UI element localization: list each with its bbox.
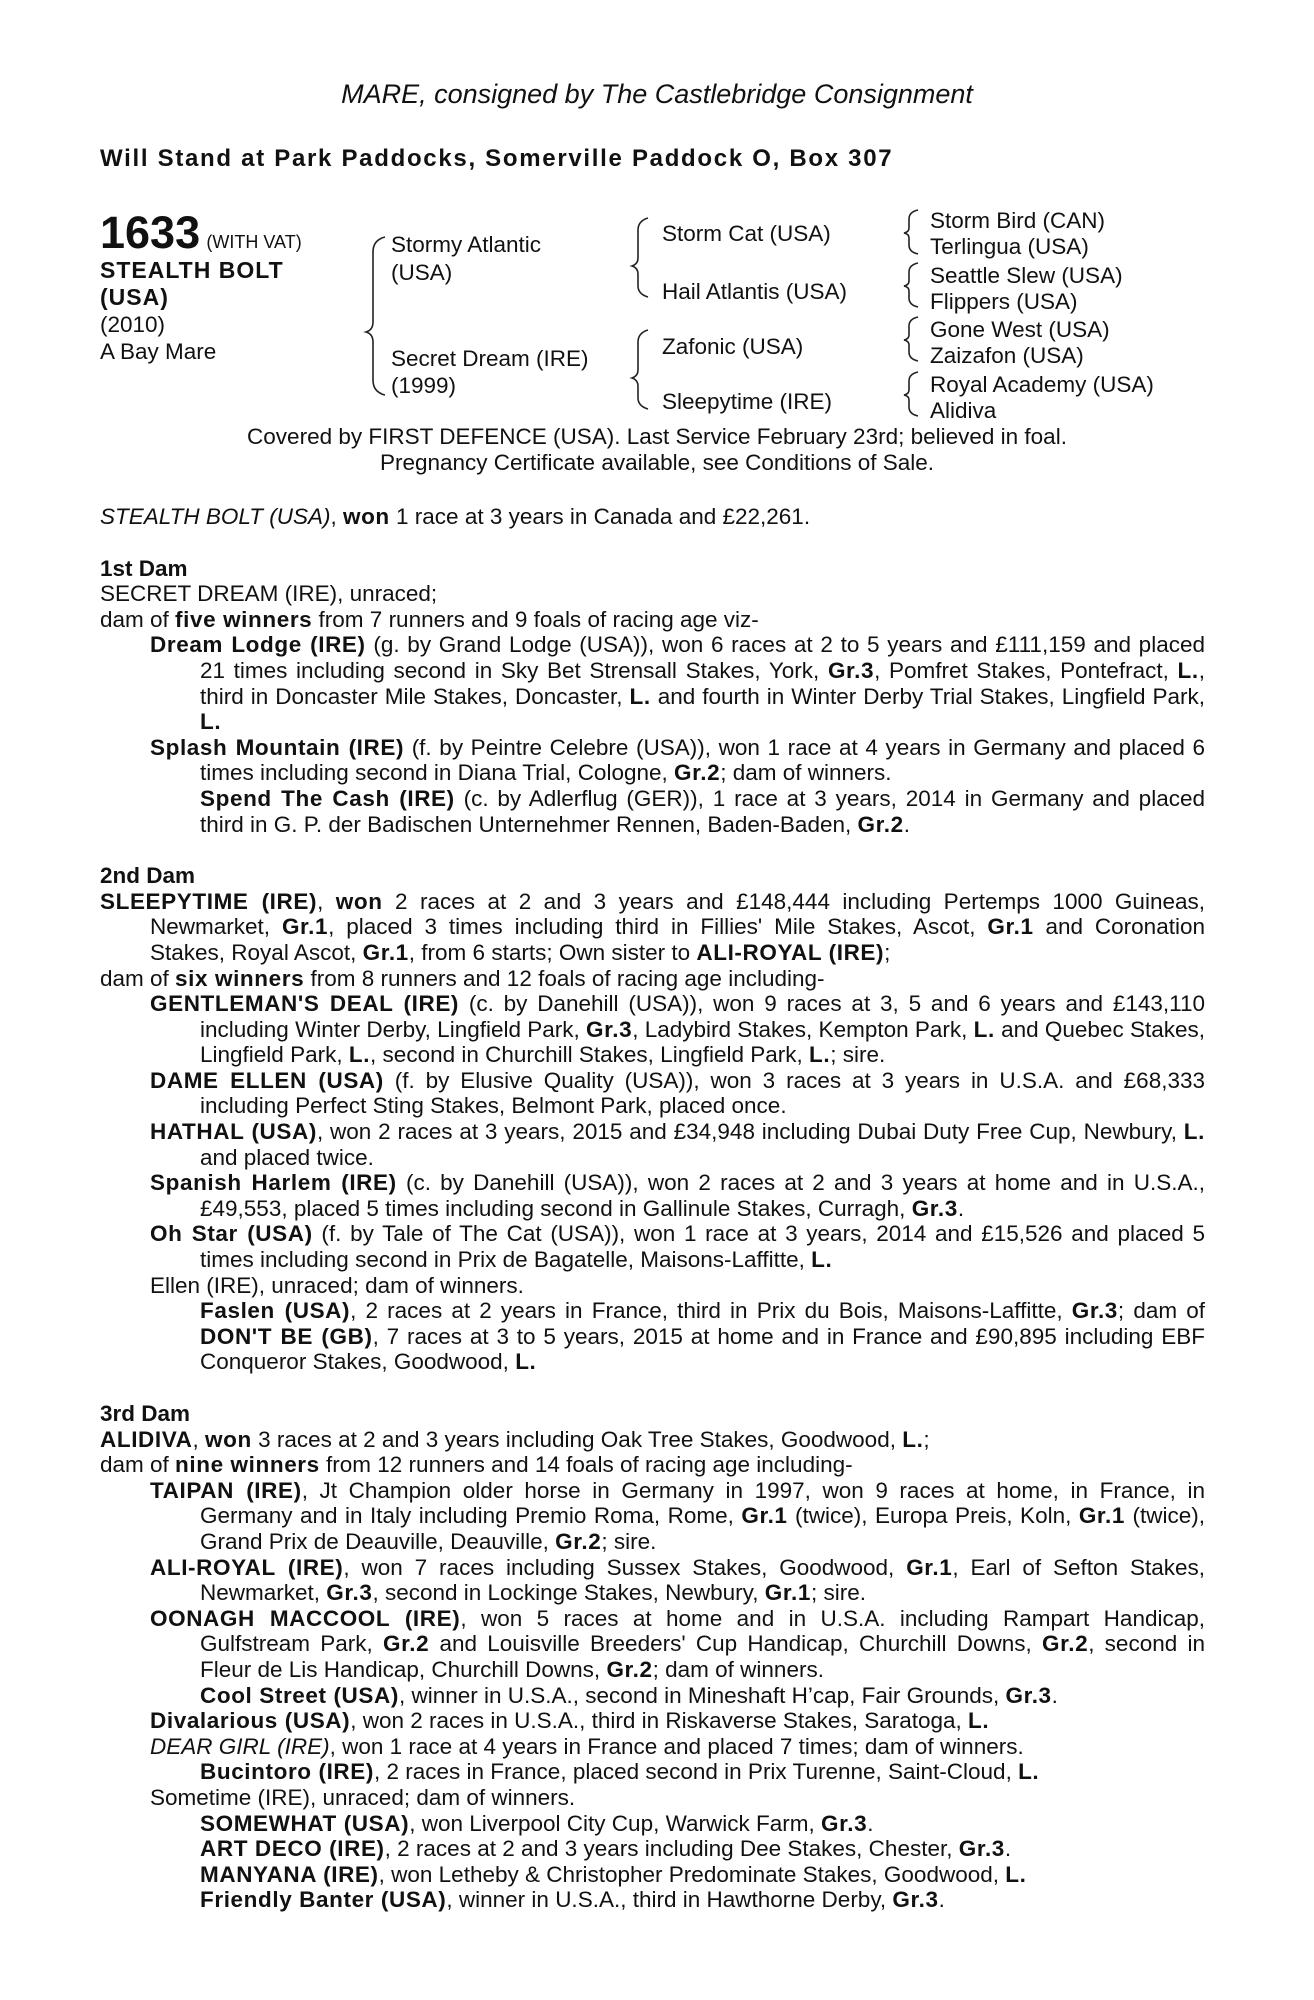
grandchild-entry: Cool Street (USA), winner in U.S.A., second in Mineshaft H’cap, Fair Grounds, Gr.3. bbox=[200, 1682, 1058, 1708]
first-dam-section bbox=[100, 556, 1205, 838]
grandchild-entry: Friendly Banter (USA), winner in U.S.A., third in Hawthorne Derby, Gr.3. bbox=[200, 1887, 945, 1913]
third-dam-section bbox=[100, 1401, 1205, 1913]
grandchild-entry: SOMEWHAT (USA), won Liverpool City Cup, Warwick Farm, Gr.3. bbox=[200, 1810, 874, 1836]
second-dam-produce-summary: dam of six winners from 8 runners and 12 foals of racing age including- bbox=[100, 965, 825, 991]
second-dam-heading: 2nd Dam bbox=[100, 863, 196, 889]
first-dam-heading: 1st Dam bbox=[100, 555, 188, 581]
grandchild-entry: Faslen (USA), 2 races at 2 years in France, third in Prix du Bois, Maisons-Laffitte, Gr.3; dam of DON'T BE (GB), 7 races at 3 to 5 years, 2015 at home and in France and £90,895 including EBF Conqueror Stakes, Goodwood, L. bbox=[200, 1298, 1205, 1375]
dd-sire: Royal Academy (USA) bbox=[930, 372, 1154, 397]
produce-entry: Spanish Harlem (IRE) (c. by Danehill (USA)), won 2 races at 2 and 3 years at home and in U.S.A., £49,553, placed 5 times including second in Gallinule Stakes, Curragh, Gr.3. bbox=[150, 1170, 1205, 1221]
ss-sire: Storm Bird (CAN) bbox=[930, 208, 1106, 233]
sire-sire: Storm Cat (USA) bbox=[662, 221, 831, 246]
ss-dam: Terlingua (USA) bbox=[930, 234, 1089, 259]
second-dam-section bbox=[100, 863, 1205, 1375]
grandchild-entry: MANYANA (IRE), won Letheby & Christopher Predominate Stakes, Goodwood, L. bbox=[200, 1861, 1027, 1887]
ds-dam: Zaizafon (USA) bbox=[930, 343, 1084, 368]
sire-dam: Hail Atlantis (USA) bbox=[662, 279, 848, 304]
first-dam-intro: SECRET DREAM (IRE), unraced; bbox=[100, 581, 438, 607]
consignor-title: MARE, consigned by The Castlebridge Consignment bbox=[341, 79, 973, 109]
ds-sire: Gone West (USA) bbox=[930, 317, 1110, 342]
foaling-year: (2010) bbox=[100, 312, 166, 337]
grandchild-entry: ART DECO (IRE), 2 races at 2 and 3 years including Dee Stakes, Chester, Gr.3. bbox=[200, 1836, 1012, 1862]
grandchild-entry: Spend The Cash (IRE) (c. by Adlerflug (GER)), 1 race at 3 years, 2014 in Germany and placed third in G. P. der Badischen Unternehmer Rennen, Baden-Baden, Gr.2. bbox=[200, 785, 1205, 837]
produce-entry: Dream Lodge (IRE) (g. by Grand Lodge (USA)), won 6 races at 2 to 5 years and £111,159 and placed 21 times including second in Sky Bet Strensall Stakes, York, Gr.3, Pomfret Stakes, Pontefract, L., third in Doncaster Mile Stakes, Doncaster, L. and fourth in Winter Derby Trial Stakes, Lingfield Park, L. bbox=[150, 632, 1206, 735]
produce-entry: DEAR GIRL (IRE), won 1 race at 4 years in France and placed 7 times; dam of winners. bbox=[150, 1733, 1024, 1759]
second-dam-record: SLEEPYTIME (IRE), won 2 races at 2 and 3 years and £148,444 including Pertemps 1000 Guineas, Newmarket, Gr.1, placed 3 times including third in Fillies' Mile Stakes, Ascot, Gr.1 and Coronation Stakes, Royal Ascot, Gr.1, from 6 starts; Own sister to ALI-ROYAL (IRE); bbox=[100, 888, 1205, 965]
produce-entry: DAME ELLEN (USA) (f. by Elusive Quality (USA)), won 3 races at 3 years in U.S.A. and £68,333 including Perfect Sting Stakes, Belmont Park, placed once. bbox=[150, 1067, 1206, 1119]
third-dam-heading: 3rd Dam bbox=[100, 1401, 191, 1426]
produce-entry: Splash Mountain (IRE) (f. by Peintre Celebre (USA)), won 1 race at 4 years in Germany and placed 6 times including second in Diana Trial, Cologne, Gr.2; dam of winners. bbox=[150, 734, 1206, 786]
dam-dam: Sleepytime (IRE) bbox=[662, 389, 833, 414]
dd-dam: Alidiva bbox=[930, 398, 997, 423]
covering-note bbox=[0, 424, 1314, 476]
produce-entry: Divalarious (USA), won 2 races in U.S.A., third in Riskaverse Stakes, Saratoga, L. bbox=[150, 1708, 990, 1734]
sire-name: Stormy Atlantic bbox=[391, 232, 542, 257]
dam-name: Secret Dream (IRE) bbox=[391, 346, 589, 371]
produce-entry: Ellen (IRE), unraced; dam of winners. bbox=[150, 1272, 524, 1298]
produce-entry: Sometime (IRE), unraced; dam of winners. bbox=[150, 1784, 576, 1810]
sd-dam: Flippers (USA) bbox=[930, 289, 1078, 314]
summary-name: STEALTH BOLT (USA) bbox=[100, 504, 331, 529]
produce-entry: TAIPAN (IRE), Jt Champion older horse in Germany in 1997, won 9 races at home, in France, in Germany and in Italy including Premio Roma, Rome, Gr.1 (twice), Europa Preis, Koln, Gr.1 (twice), Grand Prix de Deauville, Deauville, Gr.2; sire. bbox=[150, 1477, 1205, 1554]
produce-entry: HATHAL (USA), won 2 races at 3 years, 2015 and £34,948 including Dubai Duty Free Cup, Newbury, L. and placed twice. bbox=[150, 1119, 1205, 1170]
produce-entry: GENTLEMAN'S DEAL (IRE) (c. by Danehill (USA)), won 9 races at 3, 5 and 6 years and £143,110 including Winter Derby, Lingfield Park, Gr.3, Ladybird Stakes, Kempton Park, L. and Quebec Stakes, Lingfield Park, L., second in Churchill Stakes, Lingfield Park, L.; sire. bbox=[150, 991, 1205, 1068]
vat-note: (WITH VAT) bbox=[206, 232, 302, 252]
summary-record: 1 race at 3 years in Canada and £22,261. bbox=[396, 504, 811, 529]
stand-location: Will Stand at Park Paddocks, Somerville Paddock O, Box 307 bbox=[100, 145, 894, 172]
horse-country: (USA) bbox=[100, 284, 169, 310]
sd-sire: Seattle Slew (USA) bbox=[930, 263, 1123, 288]
third-dam-record: ALIDIVA, won 3 races at 2 and 3 years including Oak Tree Stakes, Goodwood, L.; bbox=[100, 1426, 930, 1452]
dam-foaling-year: (1999) bbox=[391, 373, 457, 398]
summary-won: won bbox=[342, 504, 390, 529]
pregnancy-line: Pregnancy Certificate available, see Conditions of Sale. bbox=[379, 450, 935, 475]
produce-entry: OONAGH MACCOOL (IRE), won 5 races at home and in U.S.A. including Rampart Handicap, Gulfstream Park, Gr.2 and Louisville Breeders' Cup Handicap, Churchill Downs, Gr.2, second in Fleur de Lis Handicap, Churchill Downs, Gr.2; dam of winners. bbox=[150, 1605, 1205, 1682]
produce-entry: ALI-ROYAL (IRE), won 7 races including Sussex Stakes, Goodwood, Gr.1, Earl of Sefton Stakes, Newmarket, Gr.3, second in Lockinge Stakes, Newbury, Gr.1; sire. bbox=[150, 1554, 1205, 1606]
grandchild-entry: Bucintoro (IRE), 2 races in France, placed second in Prix Turenne, Saint-Cloud, L. bbox=[200, 1759, 1040, 1785]
third-dam-produce-summary: dam of nine winners from 12 runners and 14 foals of racing age including- bbox=[100, 1452, 853, 1478]
catalogue-body bbox=[100, 504, 1205, 1913]
covering-line: Covered by FIRST DEFENCE (USA). Last Service February 23rd; believed in foal. bbox=[247, 424, 1067, 449]
horse-description: A Bay Mare bbox=[100, 339, 217, 364]
produce-entry: Oh Star (USA) (f. by Tale of The Cat (USA)), won 1 race at 3 years, 2014 and £15,526 and placed 5 times including second in Prix de Bagatelle, Maisons-Laffitte, L. bbox=[150, 1221, 1205, 1273]
sire-country: (USA) bbox=[391, 260, 453, 285]
race-summary: STEALTH BOLT (USA), won 1 race at 3 years in Canada and £22,261. bbox=[100, 504, 811, 529]
first-dam-produce-summary: dam of five winners from 7 runners and 9 foals of racing age viz- bbox=[100, 606, 759, 632]
lot-number: 1633 bbox=[100, 207, 201, 258]
horse-name: STEALTH BOLT bbox=[100, 257, 284, 283]
dam-sire: Zafonic (USA) bbox=[662, 334, 804, 359]
